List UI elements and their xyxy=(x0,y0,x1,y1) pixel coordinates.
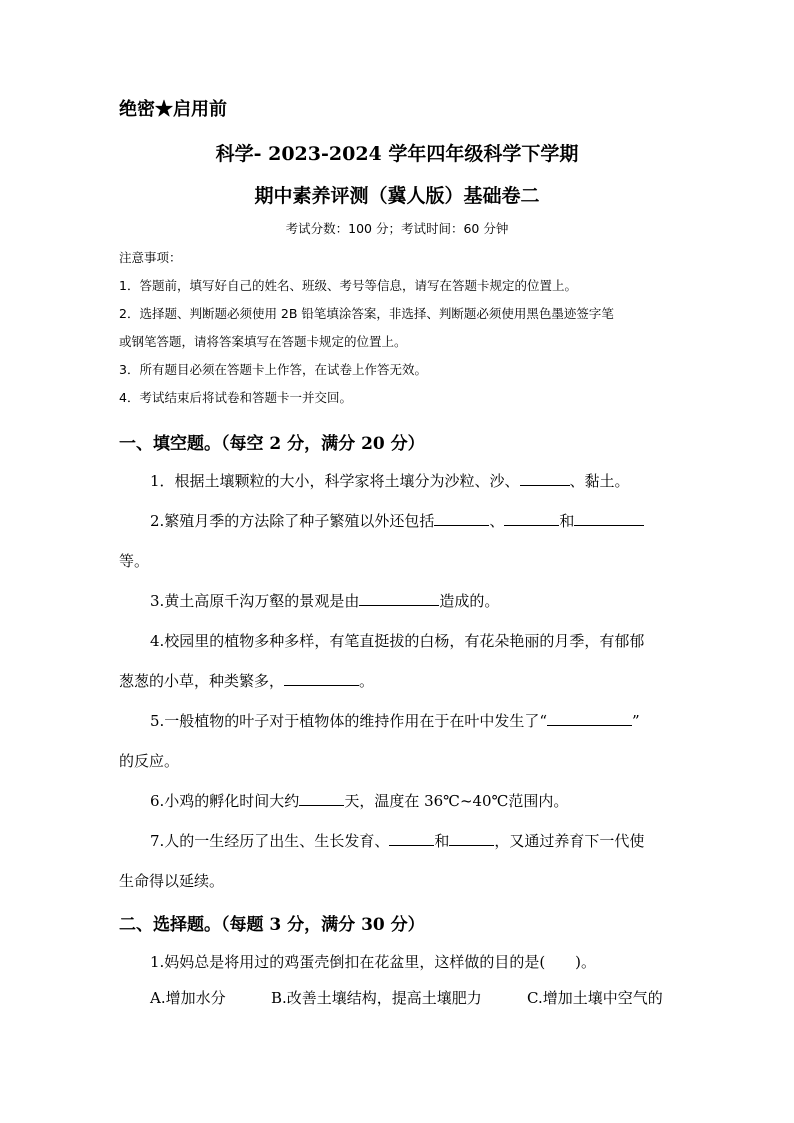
question-5 xyxy=(119,701,675,781)
question-text: 1.妈妈总是将用过的鸡蛋壳倒扣在花盆里，这样做的目的是( )。 xyxy=(150,953,597,971)
question-text: 2.繁殖月季的方法除了种子繁殖以外还包括 xyxy=(150,512,435,530)
question-3 xyxy=(119,581,675,621)
question-text: 、黏土。 xyxy=(569,472,630,490)
question-text: 葱葱的小草，种类繁多， xyxy=(119,672,285,690)
option-b[interactable]: B.改善土壤结构，提高土壤肥力 xyxy=(271,989,482,1007)
notes-block xyxy=(119,248,679,416)
answer-blank[interactable] xyxy=(434,511,489,526)
question-text: 和 xyxy=(434,832,450,850)
question-text: 的反应。 xyxy=(119,752,180,770)
question-4 xyxy=(119,621,675,701)
question-text: 。 xyxy=(359,672,375,690)
question-text: 和 xyxy=(559,512,575,530)
question-text: 7.人的一生经历了出生、生长发育、 xyxy=(150,832,390,850)
exam-title-line2: 期中素养评测（冀人版）基础卷二 xyxy=(254,185,540,207)
question-text: 造成的。 xyxy=(439,592,500,610)
question-7 xyxy=(119,821,675,901)
question-text: 5.一般植物的叶子对于植物体的维持作用在于在叶中发生了“ xyxy=(150,712,547,730)
option-a[interactable]: A.增加水分 xyxy=(150,989,226,1007)
question-text: 生命得以延续。 xyxy=(119,872,225,890)
answer-blank[interactable] xyxy=(299,791,344,806)
answer-blank[interactable] xyxy=(504,511,559,526)
question-text: 6.小鸡的孵化时间大约 xyxy=(150,792,300,810)
answer-blank[interactable] xyxy=(547,711,632,726)
note-item: 或钢笔答题，请将答案填写在答题卡规定的位置上。 xyxy=(119,334,407,349)
exam-title-line1: 科学- 2023-2024 学年四年级科学下学期 xyxy=(215,143,579,165)
question-text: 4.校园里的植物多种多样，有笔直挺拔的白杨，有花朵艳丽的月季，有郁郁 xyxy=(150,632,645,650)
answer-blank[interactable] xyxy=(284,671,359,686)
question-text: 天，温度在 36℃~40℃范围内。 xyxy=(344,792,569,810)
question-text: 、 xyxy=(489,512,505,530)
secret-label: 绝密★启用前 xyxy=(119,99,227,120)
answer-blank[interactable] xyxy=(449,831,494,846)
note-item: 3．所有题目必须在答题卡上作答，在试卷上作答无效。 xyxy=(119,362,427,377)
answer-blank[interactable] xyxy=(359,591,439,606)
answer-blank[interactable] xyxy=(389,831,434,846)
note-item: 1．答题前，填写好自己的姓名、班级、考号等信息，请写在答题卡规定的位置上。 xyxy=(119,278,577,293)
choice-question-1 xyxy=(119,942,675,982)
question-text: 1．根据土壤颗粒的大小，科学家将土壤分为沙粒、沙、 xyxy=(150,472,520,490)
exam-info: 考试分数：100 分；考试时间：60 分钟 xyxy=(285,221,509,236)
question-6 xyxy=(119,781,675,821)
note-item: 4．考试结束后将试卷和答题卡一并交回。 xyxy=(119,390,352,405)
answer-blank[interactable] xyxy=(520,471,570,486)
question-text: ” xyxy=(631,712,640,730)
question-text: ，又通过养育下一代使 xyxy=(494,832,645,850)
section-fill-in-heading: 一、填空题。（每空 2 分，满分 20 分） xyxy=(119,434,425,454)
option-c[interactable]: C.增加土壤中空气的 xyxy=(527,989,663,1007)
question-text: 等。 xyxy=(119,552,150,570)
choice-options xyxy=(150,987,663,1008)
notes-heading: 注意事项： xyxy=(119,250,182,265)
question-2 xyxy=(119,501,675,581)
question-text: 3.黄土高原千沟万壑的景观是由 xyxy=(150,592,360,610)
note-item: 2．选择题、判断题必须使用 2B 铅笔填涂答案，非选择、判断题必须使用黑色墨迹签字笔 xyxy=(119,306,614,321)
section-choice-heading: 二、选择题。（每题 3 分，满分 30 分） xyxy=(119,915,425,935)
question-1 xyxy=(119,461,675,501)
answer-blank[interactable] xyxy=(574,511,644,526)
